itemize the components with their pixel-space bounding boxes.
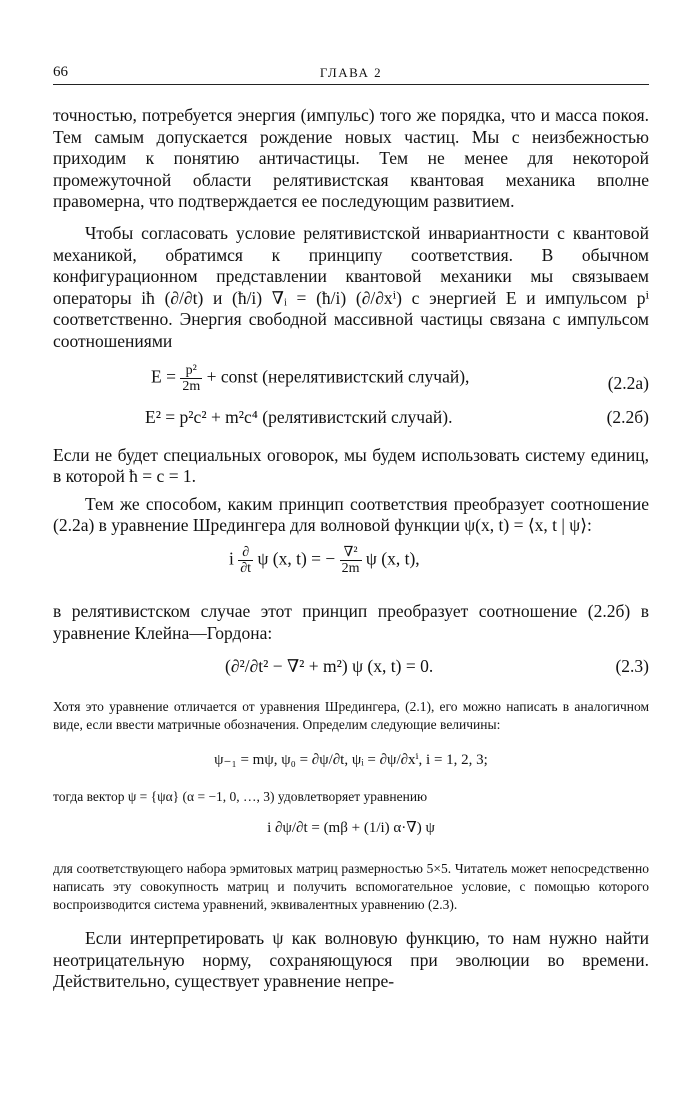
klein-gordon-formula: (∂²/∂t² − ∇² + m²) ψ (x, t) = 0. bbox=[225, 656, 434, 677]
chapter-title: ГЛАВА 2 bbox=[319, 65, 383, 80]
paragraph-7: тогда вектор ψ = {ψα} (α = −1, 0, …, 3) удовлетворяет уравнению bbox=[53, 789, 428, 805]
paragraph-1: точностью, потребуется энергия (импульс) того же порядка, что и масса покоя. Тем самым допускается рождение новых частиц. Мы с неизбежностью приходим к понятию античастицы. Тем не менее для некоторой промежуточной области релятивистская квантовая механика вполне правомерна, что подтверждается ее последующим развитием. bbox=[53, 105, 649, 212]
fraction-numerator: p² bbox=[180, 363, 202, 379]
equation-2-2b bbox=[53, 405, 649, 433]
equation-2-2a-fraction bbox=[180, 363, 202, 394]
fraction-denominator: 2m bbox=[182, 378, 201, 394]
paragraph-4: Тем же способом, каким принцип соответствия преобразует соотношение (2.2а) в уравнение Шредингера для волновой функции ψ(x, t) = ⟨x, t | ψ⟩: bbox=[53, 493, 649, 536]
schrodinger-laplacian-fraction bbox=[340, 545, 362, 576]
fraction-denominator: ∂t bbox=[240, 560, 252, 576]
schrodinger-tail: ψ (x, t), bbox=[365, 548, 420, 569]
paragraph-3: Если не будет специальных оговорок, мы будем использовать систему единиц, в которой ħ = c = 1. bbox=[53, 444, 649, 487]
running-header bbox=[53, 62, 649, 85]
book-page bbox=[53, 62, 649, 993]
equation-label-2-2a: (2.2а) bbox=[607, 372, 649, 393]
equation-2-2a-lhs: E = bbox=[151, 366, 176, 387]
paragraph-8: для соответствующего набора эрмитовых матриц размерностью 5×5. Читатель может непосредственно написать эту совокупность матриц и получить вспомогательное условие, с помощью которого воспроизводится система уравнений, эквивалентных уравнению (2.3). bbox=[53, 861, 649, 913]
matrix-formula: i ∂ψ/∂t = (mβ + (1/i) α·∇) ψ bbox=[267, 820, 435, 837]
schrodinger-i: i bbox=[229, 548, 234, 569]
equation-2-2a bbox=[53, 363, 649, 399]
paragraph-5: в релятивистском случае этот принцип преобразует соотношение (2.2б) в уравнение Клейна—Гордона: bbox=[53, 600, 649, 643]
schrodinger-equation bbox=[53, 545, 649, 587]
schrodinger-middle: ψ (x, t) = − bbox=[257, 548, 336, 569]
equation-2-3 bbox=[53, 654, 649, 686]
paragraph-6: Хотя это уравнение отличается от уравнения Шредингера, (2.1), его можно написать в аналогичном виде, если ввести матричные обозначения. Определим следующие величины: bbox=[53, 699, 649, 733]
equation-label-2-2b: (2.2б) bbox=[606, 406, 649, 427]
equation-2-2a-rhs: + const (нерелятивистский случай), bbox=[206, 366, 470, 387]
page-number: 66 bbox=[53, 64, 68, 80]
paragraph-2: Чтобы согласовать условие релятивистской инвариантности с квантовой механикой, обратимся к принципу соответствия. В обычном конфигурационном представлении квантовой механики мы связываем операторы iħ (∂/∂t) и (ħ/i) ∇ᵢ = (ħ/i) (∂/∂xⁱ) с энергией E и импульсом pⁱ соответственно. Энергия свободной массивной частицы связана с импульсом соотношениями bbox=[53, 222, 649, 351]
fraction-numerator: ∂ bbox=[238, 545, 253, 561]
definitions-equation bbox=[53, 748, 649, 782]
definitions-formula: ψ₋₁ = mψ, ψ₀ = ∂ψ/∂t, ψᵢ = ∂ψ/∂xⁱ, i = 1, 2, 3; bbox=[214, 752, 488, 769]
fraction-denominator: 2m bbox=[341, 560, 360, 576]
paragraph-9: Если интерпретировать ψ как волновую функцию, то нам нужно найти неотрицательную норму, сохраняющуюся при эволюции во времени. Действительно, существует уравнение непре- bbox=[53, 928, 649, 992]
equation-label-2-3: (2.3) bbox=[615, 656, 649, 677]
matrix-equation bbox=[53, 816, 649, 856]
fraction-numerator: ∇² bbox=[340, 545, 362, 561]
schrodinger-time-derivative bbox=[238, 545, 253, 576]
equation-2-2b-formula: E² = p²c² + m²c⁴ (релятивистский случай). bbox=[145, 406, 453, 427]
